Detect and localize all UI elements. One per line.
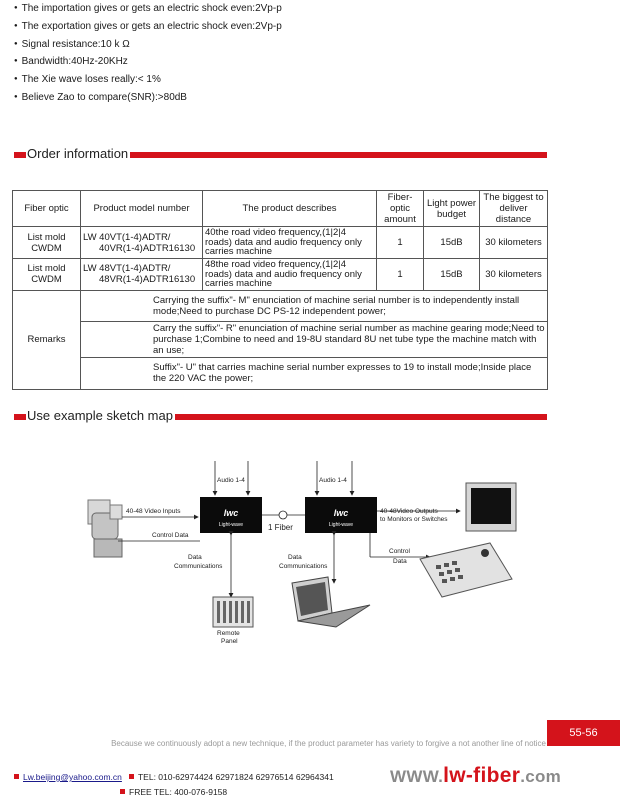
fiber-link (262, 511, 305, 519)
remarks-row (13, 321, 548, 357)
order-heading: Order information (27, 146, 129, 161)
contact-line (14, 770, 334, 785)
transmitter-unit (200, 497, 262, 533)
bullet-marker (14, 774, 19, 779)
cell-distance: 30 kilometers (480, 227, 548, 259)
spec-item: ● The importation gives or gets an electric shock even:2Vp-p (14, 0, 282, 18)
connection-diagram (80, 455, 520, 655)
data-comm-right-label-2: Communications (279, 563, 328, 570)
spec-item: ● The exportation gives or gets an electric shock even:2Vp-p (14, 18, 282, 36)
data-comm-right-label-1: Data (288, 554, 302, 561)
audio-right-label: Audio 1-4 (319, 477, 347, 484)
cell-description: 48the road video frequency,(1|2|4 roads) data and audio frequency only carries machine (203, 259, 377, 291)
spec-item: ● Bandwidth:40Hz-20KHz (14, 53, 282, 71)
cell-budget: 15dB (424, 259, 480, 291)
cell-fiber: List mold CWDM (13, 227, 81, 259)
control-right-label-2: Data (393, 558, 407, 565)
section-marker (14, 152, 26, 158)
remark-item: Carrying the suffix"- M" enunciation of machine serial number is to independently install mode;Need to purchase DC PS-12 independent power; (81, 290, 548, 321)
control-right-label-1: Control (389, 548, 410, 555)
spec-item: ● Believe Zao to compare(SNR):>80dB (14, 89, 282, 107)
cell-model (81, 259, 203, 291)
cell-amount: 1 (377, 259, 424, 291)
cell-fiber: List mold CWDM (13, 259, 81, 291)
cell-description: 40the road video frequency,(1|2|4 roads) data and audio frequency only carries machine (203, 227, 377, 259)
audio-left-label: Audio 1-4 (217, 477, 245, 484)
remarks-row (13, 357, 548, 389)
header-distance: The biggest to deliver distance (480, 191, 548, 227)
table-row (13, 227, 548, 259)
unit-sub: Light-wave (328, 522, 354, 528)
fiber-label: 1 Fiber (268, 523, 293, 532)
table-header-row (13, 191, 548, 227)
laptop-icon (292, 577, 370, 627)
table-row (13, 259, 548, 291)
remarks-row (13, 290, 548, 321)
keyboard-controller-icon (420, 543, 512, 597)
free-tel-text: FREE TEL: 400-076-9158 (129, 787, 228, 797)
bullet-marker (120, 789, 125, 794)
unit-sub: Light-wave (218, 522, 244, 528)
sketch-section-header (14, 404, 547, 424)
bullet-marker (129, 774, 134, 779)
receiver-unit (305, 497, 377, 533)
remark-item: Carry the suffix"- R" enunciation of machine serial number as machine gearing mode;Need to purchase 1;Combine to need and 19-8U standard 8U net tube type the machine match with an use; (81, 321, 548, 357)
site-brand: lw-fiber (443, 764, 521, 787)
page-number-tab: 55-56 (547, 720, 620, 746)
model-line-2: 48VR(1-4)ADTR16130 (99, 274, 196, 286)
remote-panel-label-2: Panel (221, 638, 238, 645)
header-model-number: Product model number (81, 191, 203, 227)
email-link[interactable]: Lw.beijing@yahoo.com.cn (23, 772, 122, 782)
section-rule (130, 152, 547, 158)
spec-list (14, 0, 282, 107)
unit-logo: lwc (223, 508, 239, 518)
footer-note: Because we continuously adopt a new technique, if the product parameter has variety to forgive a not another line of notice (111, 739, 546, 748)
remote-panel-label-1: Remote (217, 630, 240, 637)
monitor-icon (466, 483, 516, 531)
sketch-heading: Use example sketch map (27, 408, 173, 423)
remark-item: Suffix"- U" that carries machine serial number expresses to 19 to install mode;Inside place the 220 VAC the power; (81, 357, 548, 389)
unit-logo: lwc (333, 508, 349, 518)
model-line-1: LW 40VT(1-4)ADTR/ (83, 231, 171, 243)
cell-distance: 30 kilometers (480, 259, 548, 291)
order-section-header (14, 142, 547, 162)
camera-icon (88, 500, 122, 557)
tel-text: TEL: 010-62974424 62971824 62976514 62964341 (137, 772, 334, 782)
website-url[interactable] (390, 764, 561, 788)
video-inputs-label: 40-48 Video Inputs (126, 508, 181, 515)
header-fiber-optic: Fiber optic (13, 191, 81, 227)
spec-item: ● The Xie wave loses really:< 1% (14, 71, 282, 89)
remote-panel-icon (213, 597, 253, 627)
spec-item: ● Signal resistance:10 k Ω (14, 36, 282, 54)
cell-amount: 1 (377, 227, 424, 259)
site-prefix: WWW. (390, 767, 444, 786)
data-comm-left-label-1: Data (188, 554, 202, 561)
header-fiber-amount: Fiber-optic amount (377, 191, 424, 227)
order-table (12, 190, 548, 390)
cell-model (81, 227, 203, 259)
remarks-label: Remarks (13, 290, 81, 389)
header-description: The product describes (203, 191, 377, 227)
section-rule (174, 414, 547, 420)
header-power-budget: Light power budget (424, 191, 480, 227)
site-suffix: .com (520, 767, 562, 786)
data-comm-left-label-2: Communications (174, 563, 223, 570)
section-marker (14, 414, 26, 420)
contact-block (14, 770, 334, 800)
video-outputs-label-1: 40-48Video Outputs (380, 508, 438, 515)
control-data-left-label: Control Data (152, 532, 189, 539)
model-line-2: 40VR(1-4)ADTR16130 (99, 242, 196, 254)
model-line-1: LW 48VT(1-4)ADTR/ (83, 263, 171, 275)
video-outputs-label-2: to Monitors or Switches (380, 516, 448, 523)
cell-budget: 15dB (424, 227, 480, 259)
